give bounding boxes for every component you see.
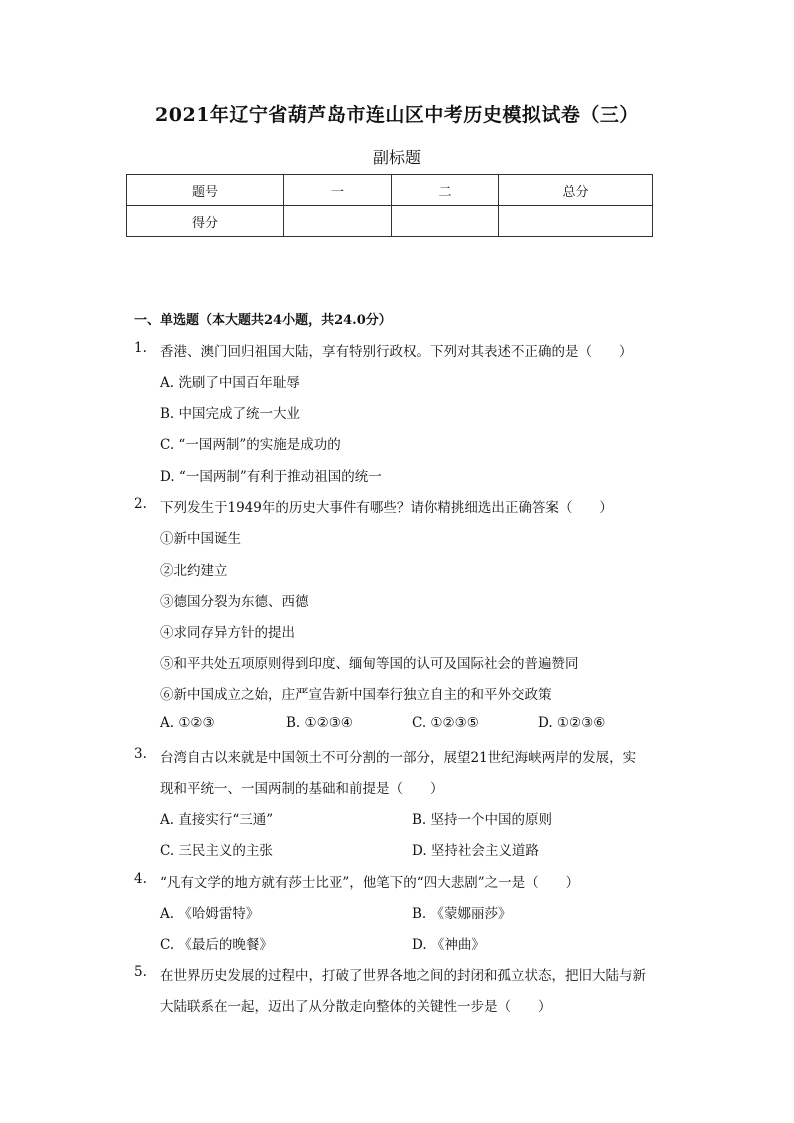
score-table-cell: 二: [392, 175, 499, 206]
answer-option: D. 坚持社会主义道路: [412, 843, 539, 859]
question-stem: 大陆联系在一起，迈出了从分散走向整体的关键性一步是（ ）: [160, 999, 552, 1015]
statement-item: ④求同存异方针的提出: [160, 625, 295, 641]
answer-option: A. 直接实行“三通”: [160, 812, 274, 828]
question-stem: “凡有文学的地方就有莎士比亚”，他笔下的“四大悲剧”之一是（ ）: [160, 875, 580, 891]
score-table-score-row: [127, 206, 653, 237]
page-title: 2021年辽宁省葫芦岛市连山区中考历史模拟试卷（三）: [155, 104, 639, 126]
question-number: 3.: [134, 746, 147, 762]
score-table-header-row: [127, 175, 653, 206]
question-stem: 香港、澳门回归祖国大陆，享有特别行政权。下列对其表述不正确的是（ ）: [160, 344, 633, 360]
answer-option: A. 洗刷了中国百年耻辱: [160, 375, 300, 391]
question-stem: 在世界历史发展的过程中，打破了世界各地之间的封闭和孤立状态，把旧大陆与新: [160, 968, 646, 984]
answer-option: B. 坚持一个中国的原则: [412, 812, 553, 828]
score-table-cell: 得分: [127, 206, 284, 237]
answer-option: C. 《最后的晚餐》: [160, 937, 273, 953]
answer-option: C. 三民主义的主张: [160, 843, 273, 859]
question-stem: 下列发生于1949年的历史大事件有哪些？请你精挑细选出正确答案（ ）: [160, 500, 613, 516]
statement-item: ②北约建立: [160, 563, 228, 579]
score-table-cell: [499, 206, 653, 237]
score-table-cell: 一: [284, 175, 392, 206]
statement-item: ⑤和平共处五项原则得到印度、缅甸等国的认可及国际社会的普遍赞同: [160, 656, 579, 672]
answer-option: D. 《神曲》: [412, 937, 485, 953]
answer-option: C. “一国两制”的实施是成功的: [160, 437, 341, 453]
section-heading: 一、单选题（本大题共24小题，共24.0分）: [134, 313, 392, 328]
answer-option: B. 《蒙娜丽莎》: [412, 906, 512, 922]
question-number: 2.: [134, 496, 147, 512]
page-subtitle: 副标题: [372, 148, 421, 167]
score-table-cell: 总分: [499, 175, 653, 206]
statement-item: ③德国分裂为东德、西德: [160, 594, 309, 610]
answer-option: A. ①②③: [160, 715, 215, 731]
question-number: 4.: [134, 871, 147, 887]
answer-option: D. ①②③⑥: [538, 715, 606, 731]
statement-item: ⑥新中国成立之始，庄严宣告新中国奉行独立自主的和平外交政策: [160, 687, 552, 703]
question-number: 5.: [134, 964, 147, 980]
score-table-cell: [392, 206, 499, 237]
score-table-cell: [284, 206, 392, 237]
score-table-cell: 题号: [127, 175, 284, 206]
statement-item: ①新中国诞生: [160, 531, 241, 547]
answer-option: D. “一国两制”有利于推动祖国的统一: [160, 469, 382, 485]
question-number: 1.: [134, 340, 147, 356]
answer-option: B. 中国完成了统一大业: [160, 406, 301, 422]
question-stem: 台湾自古以来就是中国领土不可分割的一部分，展望21世纪海峡两岸的发展，实: [160, 750, 637, 766]
answer-option: B. ①②③④: [286, 715, 353, 731]
answer-option: A. 《哈姆雷特》: [160, 906, 260, 922]
score-table: [126, 174, 653, 237]
answer-option: C. ①②③⑤: [412, 715, 479, 731]
question-stem: 现和平统一、一国两制的基础和前提是（ ）: [160, 781, 444, 797]
